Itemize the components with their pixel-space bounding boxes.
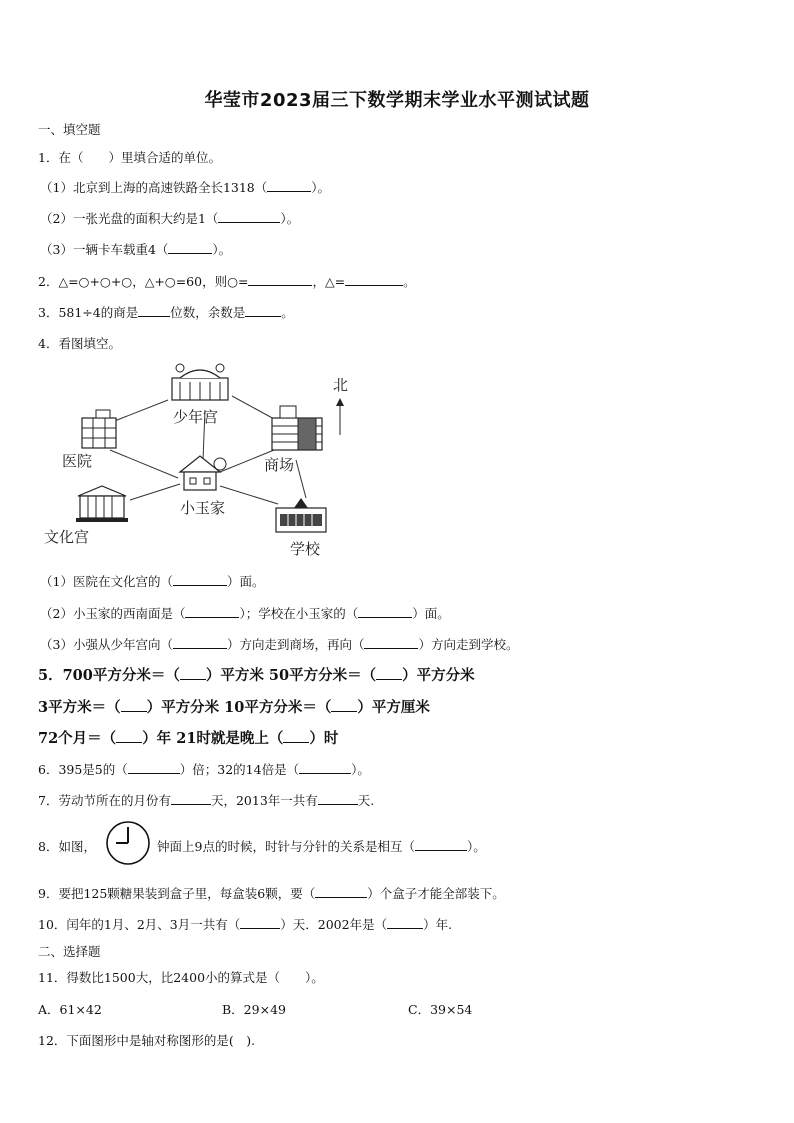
mall-icon <box>272 406 322 450</box>
q11-stem: 11．得数比1500大，比2400小的算式是（ ）。 <box>38 970 324 985</box>
section-heading-choice: 二、选择题 <box>38 944 101 959</box>
path-line <box>112 400 168 422</box>
answer-blank[interactable] <box>364 636 418 649</box>
q4-part1-pre: （1）医院在文化宫的（ <box>40 574 173 589</box>
answer-blank[interactable] <box>168 241 212 254</box>
path-line <box>232 396 276 420</box>
q1-stem: 1．在（ ）里填合适的单位。 <box>38 150 221 165</box>
q4-part3-mid: ）方向走到商场，再向（ <box>226 637 365 652</box>
answer-blank[interactable] <box>173 636 227 649</box>
answer-blank[interactable] <box>121 697 147 712</box>
q2 <box>38 272 416 290</box>
mall-label: 商场 <box>264 456 295 474</box>
clock-face-icon <box>105 820 151 866</box>
q6-mid: ）倍；32的14倍是（ <box>179 762 300 777</box>
answer-blank[interactable] <box>180 665 206 680</box>
path-line <box>110 450 178 478</box>
answer-blank[interactable] <box>358 605 412 618</box>
q7-mid: 天，2013年一共有 <box>210 793 318 808</box>
q11-option-b[interactable]: B．29×49 <box>222 1002 286 1017</box>
culture-palace-label: 文化宫 <box>44 528 90 546</box>
path-line <box>130 484 180 500</box>
q6 <box>38 760 370 778</box>
q4-part3-pre: （3）小强从少年宫向（ <box>40 637 173 652</box>
answer-blank[interactable] <box>387 916 423 929</box>
q10-post: ）年. <box>423 917 453 932</box>
page-title: 华莹市2023届三下数学期末学业水平测试试题 <box>204 90 590 111</box>
north-arrow-icon <box>336 398 344 435</box>
q6-pre: 6．395是5的（ <box>38 762 128 777</box>
q10-mid: ）天．2002年是（ <box>280 917 388 932</box>
answer-blank[interactable] <box>245 304 281 317</box>
answer-blank[interactable] <box>299 761 351 774</box>
q4-part3 <box>40 635 519 653</box>
section-heading-fill: 一、填空题 <box>38 122 101 137</box>
q10 <box>38 915 452 933</box>
q3-pre: 3．581÷4的商是 <box>38 305 139 320</box>
q8-post <box>157 837 486 855</box>
q1-part2-post: ）。 <box>280 211 300 226</box>
q4-stem: 4．看图填空。 <box>38 336 121 351</box>
q1-part2-pre: （2）一张光盘的面积大约是1（ <box>40 211 219 226</box>
q2-mid: ，△= <box>312 274 346 289</box>
q11-option-c[interactable]: C．39×54 <box>408 1002 473 1017</box>
q3-mid: 位数，余数是 <box>170 305 246 320</box>
school-icon <box>276 498 326 532</box>
house-icon <box>180 456 226 490</box>
answer-blank[interactable] <box>345 273 403 286</box>
q3-post: 。 <box>281 305 294 320</box>
answer-blank[interactable] <box>248 273 312 286</box>
q1-part2 <box>40 209 299 227</box>
q8-post-a: 钟面上9点的时候，时针与分针的关系是相互（ <box>157 839 415 854</box>
q5-line3-c: ）时 <box>309 730 339 747</box>
answer-blank[interactable] <box>173 573 227 586</box>
q1-part3 <box>40 240 231 258</box>
answer-blank[interactable] <box>240 916 280 929</box>
q5-line1-a: 5．700平方分米＝（ <box>38 667 180 684</box>
q9-pre: 9．要把125颗糖果装到盒子里，每盒装6颗，要（ <box>38 886 316 901</box>
q7-post: 天. <box>357 793 375 808</box>
q4-part2-pre: （2）小玉家的西南面是（ <box>40 606 186 621</box>
q1-part3-pre: （3）一辆卡车载重4（ <box>40 242 169 257</box>
q1-part1 <box>40 178 330 196</box>
answer-blank[interactable] <box>376 665 402 680</box>
q10-pre: 10．闰年的1月、2月、3月一共有（ <box>38 917 241 932</box>
q4-part1-post: ）面。 <box>226 574 265 589</box>
q8-post-b: ）。 <box>466 839 486 854</box>
answer-blank[interactable] <box>315 885 367 898</box>
q7 <box>38 791 374 809</box>
q4-part2 <box>40 604 450 622</box>
answer-blank[interactable] <box>415 838 467 851</box>
answer-blank[interactable] <box>331 697 357 712</box>
q4-part2-post: ）面。 <box>412 606 450 621</box>
q5-line2-c: ）平方厘米 <box>357 699 430 716</box>
q12-stem: 12．下面图形中是轴对称图形的是( ). <box>38 1033 256 1048</box>
q7-pre: 7．劳动节所在的月份有 <box>38 793 171 808</box>
q5-line1 <box>38 664 475 685</box>
hospital-label: 医院 <box>62 452 93 470</box>
youth-palace-icon <box>172 364 228 400</box>
answer-blank[interactable] <box>138 304 170 317</box>
north-label: 北 <box>333 376 349 394</box>
hospital-icon <box>82 410 116 448</box>
path-line <box>220 486 278 504</box>
q9-post: ）个盒子才能全部装下。 <box>367 886 505 901</box>
school-label: 学校 <box>290 540 321 558</box>
answer-blank[interactable] <box>318 792 358 805</box>
path-line <box>296 460 306 498</box>
answer-blank[interactable] <box>185 605 239 618</box>
map-figure <box>40 360 360 560</box>
q5-line3-a: 72个月＝（ <box>38 730 117 747</box>
home-label: 小玉家 <box>180 499 226 517</box>
q2-pre: 2．△=○+○+○，△+○=60，则○= <box>38 274 249 289</box>
q5-line2-b: ）平方分米 10平方分米＝（ <box>146 699 332 716</box>
q5-line2-a: 3平方米＝（ <box>38 699 121 716</box>
q8-pre: 8．如图， <box>38 839 96 854</box>
q1-part1-post: ）。 <box>311 180 331 195</box>
culture-palace-icon <box>76 486 128 522</box>
q1-part1-pre: （1）北京到上海的高速铁路全长1318（ <box>40 180 268 195</box>
q4-part2-mid: ）；学校在小玉家的（ <box>239 606 359 621</box>
map-figure-svg <box>40 360 360 560</box>
q4-part3-post: ）方向走到学校。 <box>418 637 519 652</box>
q2-post: 。 <box>403 274 416 289</box>
q6-post: ）。 <box>351 762 370 777</box>
q9 <box>38 884 505 902</box>
q11-option-a[interactable]: A．61×42 <box>38 1002 102 1017</box>
answer-blank[interactable] <box>218 210 280 223</box>
q5-line1-b: ）平方米 50平方分米＝（ <box>205 667 377 684</box>
q5-line3-b: ）年 21时就是晚上（ <box>142 730 284 747</box>
q5-line3 <box>38 727 338 748</box>
q3 <box>38 303 294 321</box>
answer-blank[interactable] <box>267 179 311 192</box>
answer-blank[interactable] <box>128 761 180 774</box>
answer-blank[interactable] <box>171 792 211 805</box>
q5-line1-c: ）平方分米 <box>402 667 475 684</box>
answer-blank[interactable] <box>116 728 142 743</box>
q1-part3-post: ）。 <box>212 242 232 257</box>
youth-palace-label: 少年宫 <box>173 408 219 426</box>
answer-blank[interactable] <box>283 728 309 743</box>
q5-line2 <box>38 696 430 717</box>
q4-part1 <box>40 572 264 590</box>
